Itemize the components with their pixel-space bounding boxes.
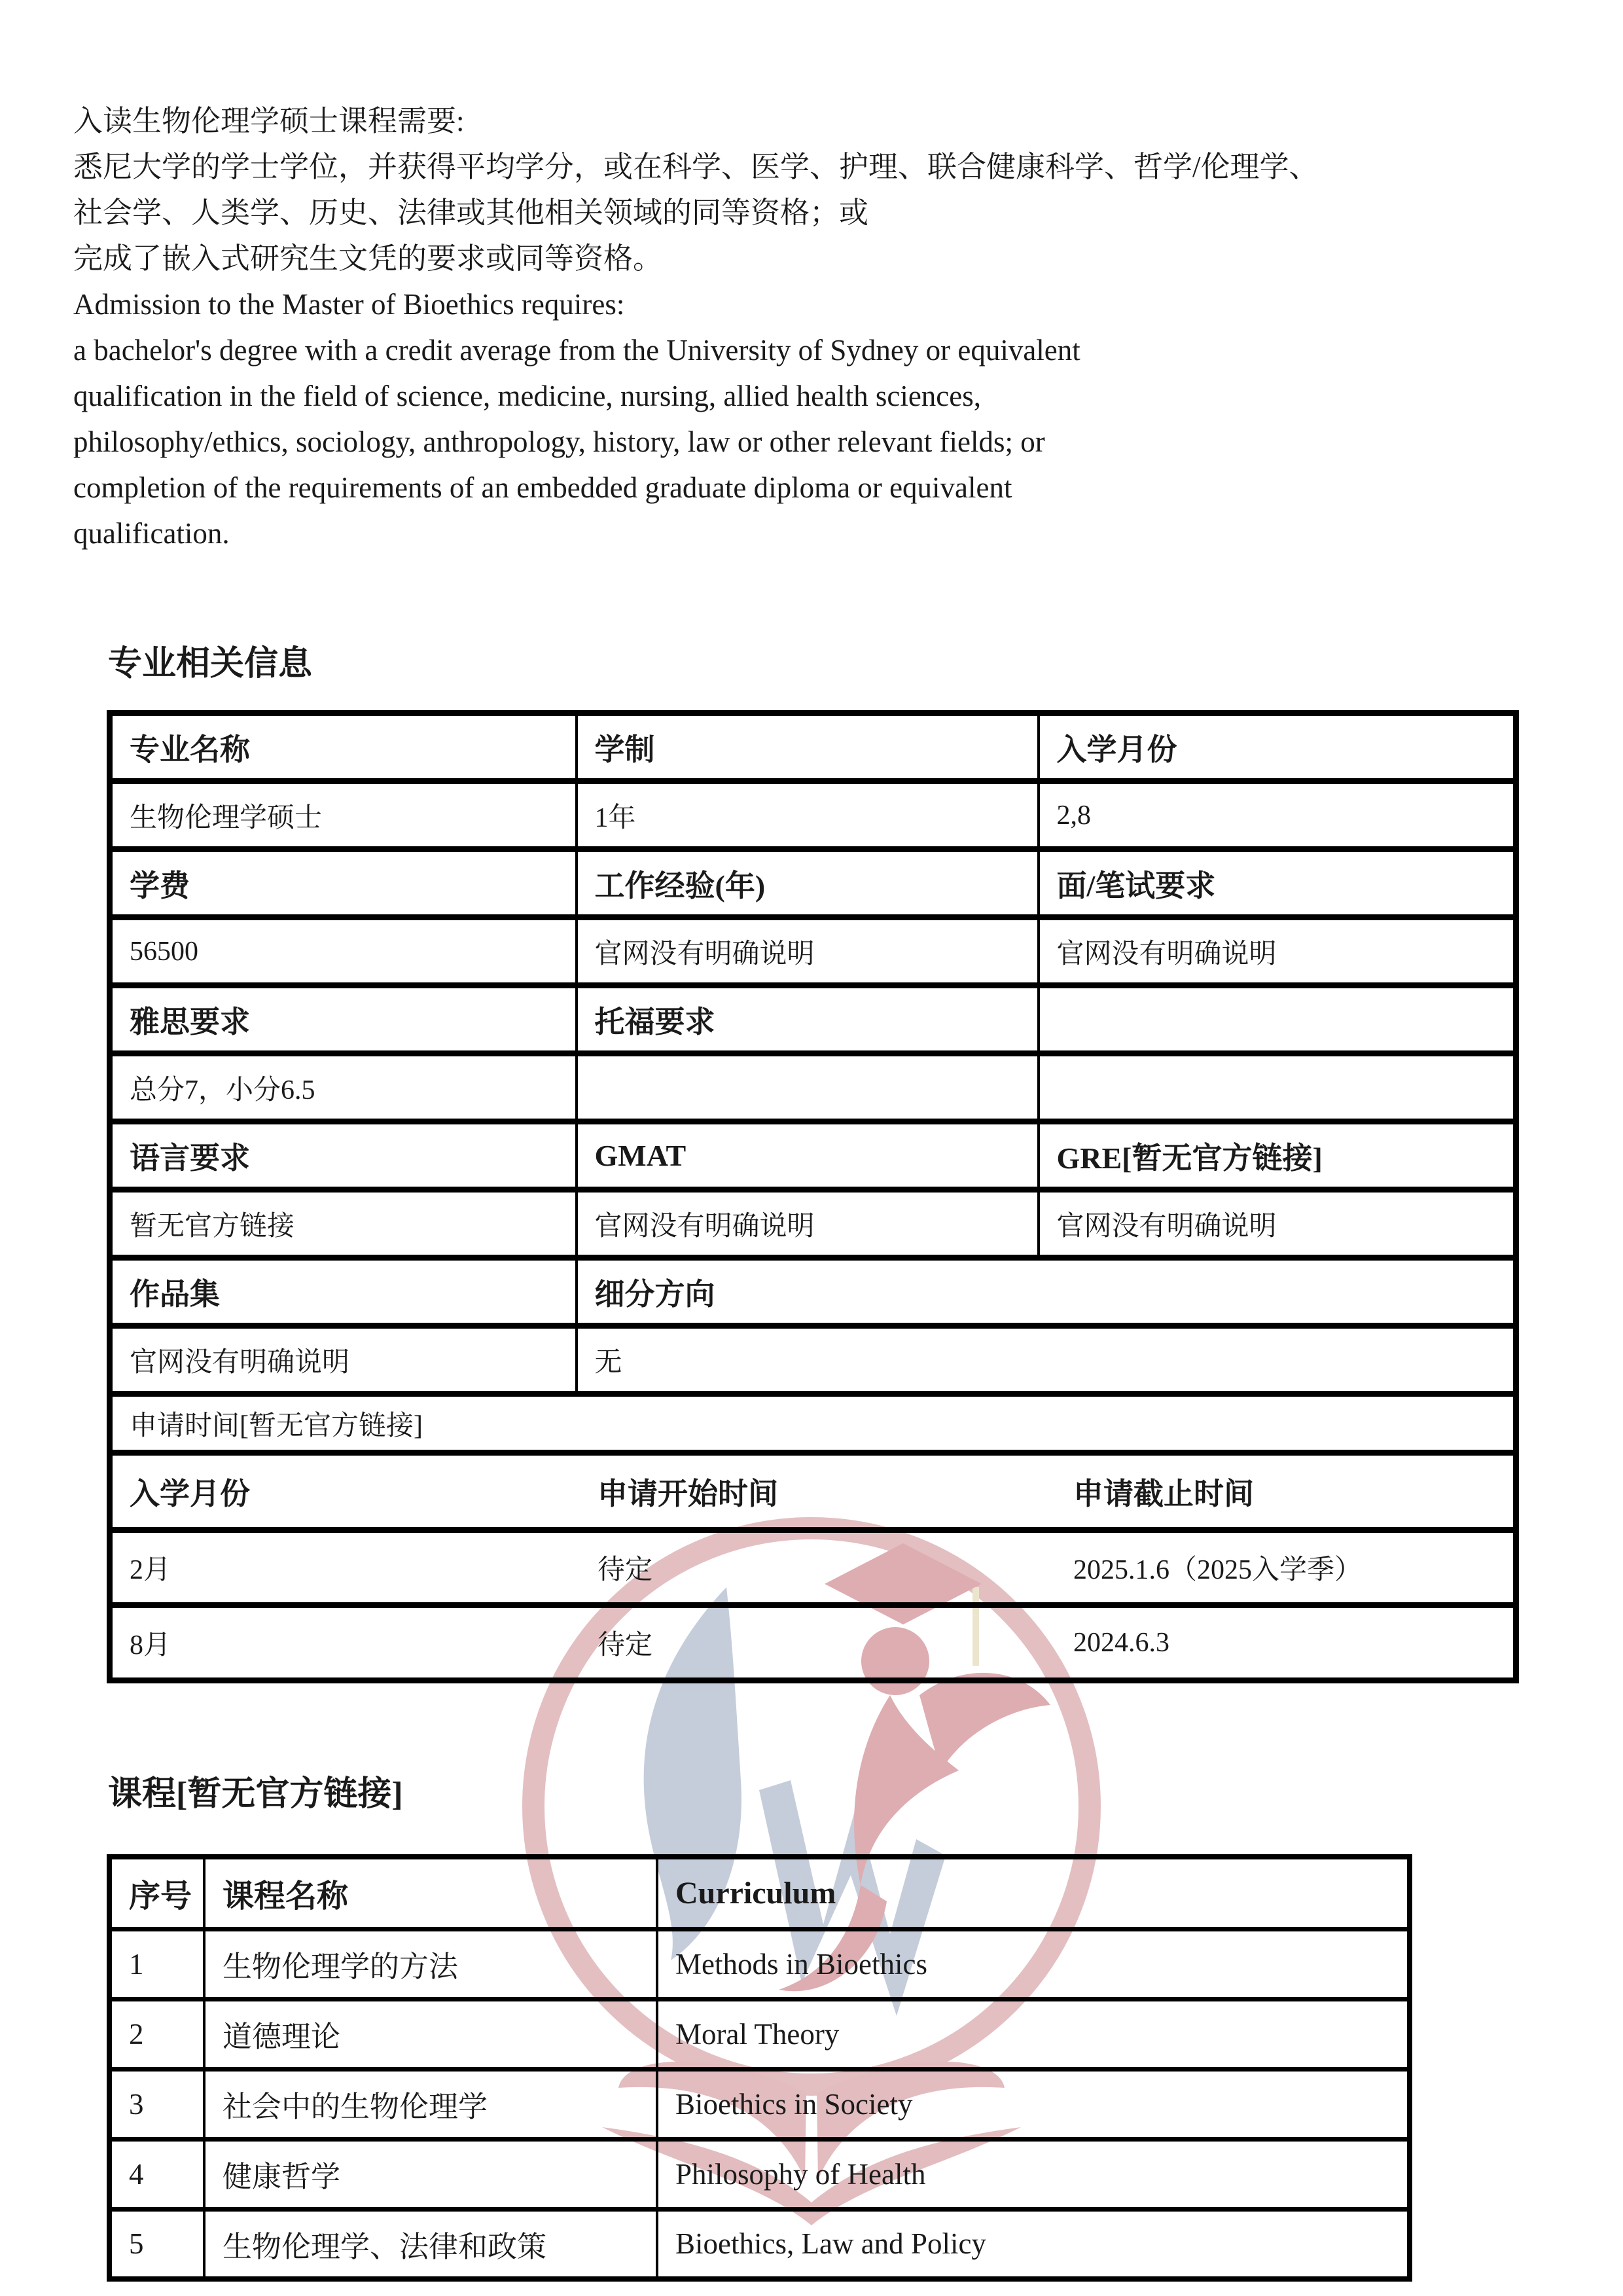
cell-index: 2: [109, 1999, 204, 2069]
schedule-apply-start: 待定: [597, 1555, 653, 1585]
value-cell-intake-month: 2,8: [1039, 781, 1516, 850]
cell-index: 5: [109, 2209, 204, 2279]
intro-line-en: qualification.: [73, 517, 230, 550]
table-row: [110, 1258, 1516, 1326]
schedule-row-cell: [110, 1605, 1516, 1681]
cell-course-en: Moral Theory: [657, 1999, 1410, 2069]
header-cell-intake-month: 入学月份: [1039, 713, 1516, 781]
table-row: [109, 1999, 1410, 2069]
table-row: [110, 1326, 1516, 1394]
table-row: [110, 781, 1516, 850]
cell-course-en: Bioethics in Society: [657, 2069, 1410, 2139]
schedule-header-cell: [110, 1453, 1516, 1530]
schedule-apply-deadline: 2025.1.6（2025入学季）: [1073, 1555, 1363, 1585]
value-cell-tuition: 56500: [110, 918, 577, 986]
schedule-header-apply-start: 申请开始时间: [597, 1477, 778, 1511]
schedule-apply-start: 待定: [597, 1630, 653, 1660]
admission-requirements-paragraph: [73, 98, 1565, 556]
intro-line-en: a bachelor's degree with a credit average from the University of Sydney or equivalent: [73, 334, 1080, 367]
header-cell-work-experience: 工作经验(年): [577, 850, 1039, 918]
table-row: [110, 850, 1516, 918]
cell-course-zh: 社会中的生物伦理学: [204, 2069, 657, 2139]
schedule-intake-month: 2月: [130, 1555, 171, 1585]
header-cell-major-name: 专业名称: [110, 713, 577, 781]
intro-line-zh: 社会学、人类学、历史、法律或其他相关领域的同等资格；或: [73, 196, 869, 229]
cell-application-time-label: 申请时间[暂无官方链接]: [110, 1394, 1516, 1453]
intro-line-en: philosophy/ethics, sociology, anthropology, history, law or other relevant fields; or: [73, 425, 1045, 458]
table-row: [110, 918, 1516, 986]
cell-course-zh: 健康哲学: [204, 2139, 657, 2209]
cell-course-en: Philosophy of Health: [657, 2139, 1410, 2209]
section-title-curriculum: 课程[暂无官方链接]: [108, 1776, 403, 1813]
table-row: [110, 1054, 1516, 1122]
cell-index: 1: [109, 1929, 204, 1999]
value-cell-gmat: 官网没有明确说明: [577, 1190, 1039, 1258]
value-cell-portfolio: 官网没有明确说明: [110, 1326, 577, 1394]
intro-line-en: qualification in the field of science, medicine, nursing, allied health sciences,: [73, 380, 982, 412]
header-cell-ielts: 雅思要求: [110, 986, 577, 1054]
table-row: [109, 2139, 1410, 2209]
cell-course-zh: 生物伦理学的方法: [204, 1929, 657, 1999]
curriculum-table: [107, 1854, 1412, 2282]
schedule-row: [110, 1530, 1516, 1605]
cell-index: 3: [109, 2069, 204, 2139]
intro-line-en: Admission to the Master of Bioethics requires:: [73, 288, 625, 321]
header-cell-gre: GRE[暂无官方链接]: [1039, 1122, 1516, 1190]
program-info-table: [107, 710, 1519, 1683]
section-title-program-info: 专业相关信息: [108, 645, 313, 683]
header-cell-course-name-zh: 课程名称: [204, 1857, 657, 1929]
table-row: [110, 1122, 1516, 1190]
schedule-header-intake-month: 入学月份: [130, 1477, 250, 1511]
table-row: [109, 2069, 1410, 2139]
header-cell-tuition: 学费: [110, 850, 577, 918]
header-cell-interview-test: 面/笔试要求: [1039, 850, 1516, 918]
table-row: [109, 2209, 1410, 2279]
header-cell-gmat: GMAT: [577, 1122, 1039, 1190]
header-cell-index: 序号: [109, 1857, 204, 1929]
intro-line-zh: 完成了嵌入式研究生文凭的要求或同等资格。: [73, 242, 663, 275]
value-cell-specialization: 无: [577, 1326, 1516, 1394]
intro-line-en: completion of the requirements of an embedded graduate diploma or equivalent: [73, 471, 1012, 504]
value-cell-gre: 官网没有明确说明: [1039, 1190, 1516, 1258]
table-row-application-time: [110, 1394, 1516, 1453]
value-cell-language-req: 暂无官方链接: [110, 1190, 577, 1258]
value-cell-duration: 1年: [577, 781, 1039, 850]
cell-index: 4: [109, 2139, 204, 2209]
table-row: [109, 1929, 1410, 1999]
value-cell-toefl: [577, 1054, 1039, 1122]
schedule-header-row: [110, 1453, 1516, 1530]
cell-course-en: Bioethics, Law and Policy: [657, 2209, 1410, 2279]
header-cell-specialization: 细分方向: [577, 1258, 1516, 1326]
schedule-intake-month: 8月: [130, 1630, 171, 1660]
intro-line-zh: 入读生物伦理学硕士课程需要:: [73, 105, 465, 137]
value-cell-major-name: 生物伦理学硕士: [110, 781, 577, 850]
table-row: [109, 1857, 1410, 1929]
value-cell-ielts: 总分7，小分6.5: [110, 1054, 577, 1122]
schedule-header-apply-deadline: 申请截止时间: [1073, 1477, 1254, 1511]
header-cell-portfolio: 作品集: [110, 1258, 577, 1326]
header-cell-course-name-en: Curriculum: [657, 1857, 1410, 1929]
schedule-row-cell: [110, 1530, 1516, 1605]
header-cell-language-req: 语言要求: [110, 1122, 577, 1190]
table-row: [110, 1190, 1516, 1258]
table-row: [110, 986, 1516, 1054]
value-cell-empty: [1039, 1054, 1516, 1122]
cell-course-zh: 生物伦理学、法律和政策: [204, 2209, 657, 2279]
header-cell-toefl: 托福要求: [577, 986, 1039, 1054]
cell-course-zh: 道德理论: [204, 1999, 657, 2069]
value-cell-work-experience: 官网没有明确说明: [577, 918, 1039, 986]
table-row: [110, 713, 1516, 781]
schedule-apply-deadline: 2024.6.3: [1073, 1628, 1169, 1658]
value-cell-interview-test: 官网没有明确说明: [1039, 918, 1516, 986]
intro-line-zh: 悉尼大学的学士学位，并获得平均学分，或在科学、医学、护理、联合健康科学、哲学/伦理学、: [73, 151, 1319, 183]
header-cell-empty: [1039, 986, 1516, 1054]
schedule-row: [110, 1605, 1516, 1681]
cell-course-en: Methods in Bioethics: [657, 1929, 1410, 1999]
header-cell-duration: 学制: [577, 713, 1039, 781]
